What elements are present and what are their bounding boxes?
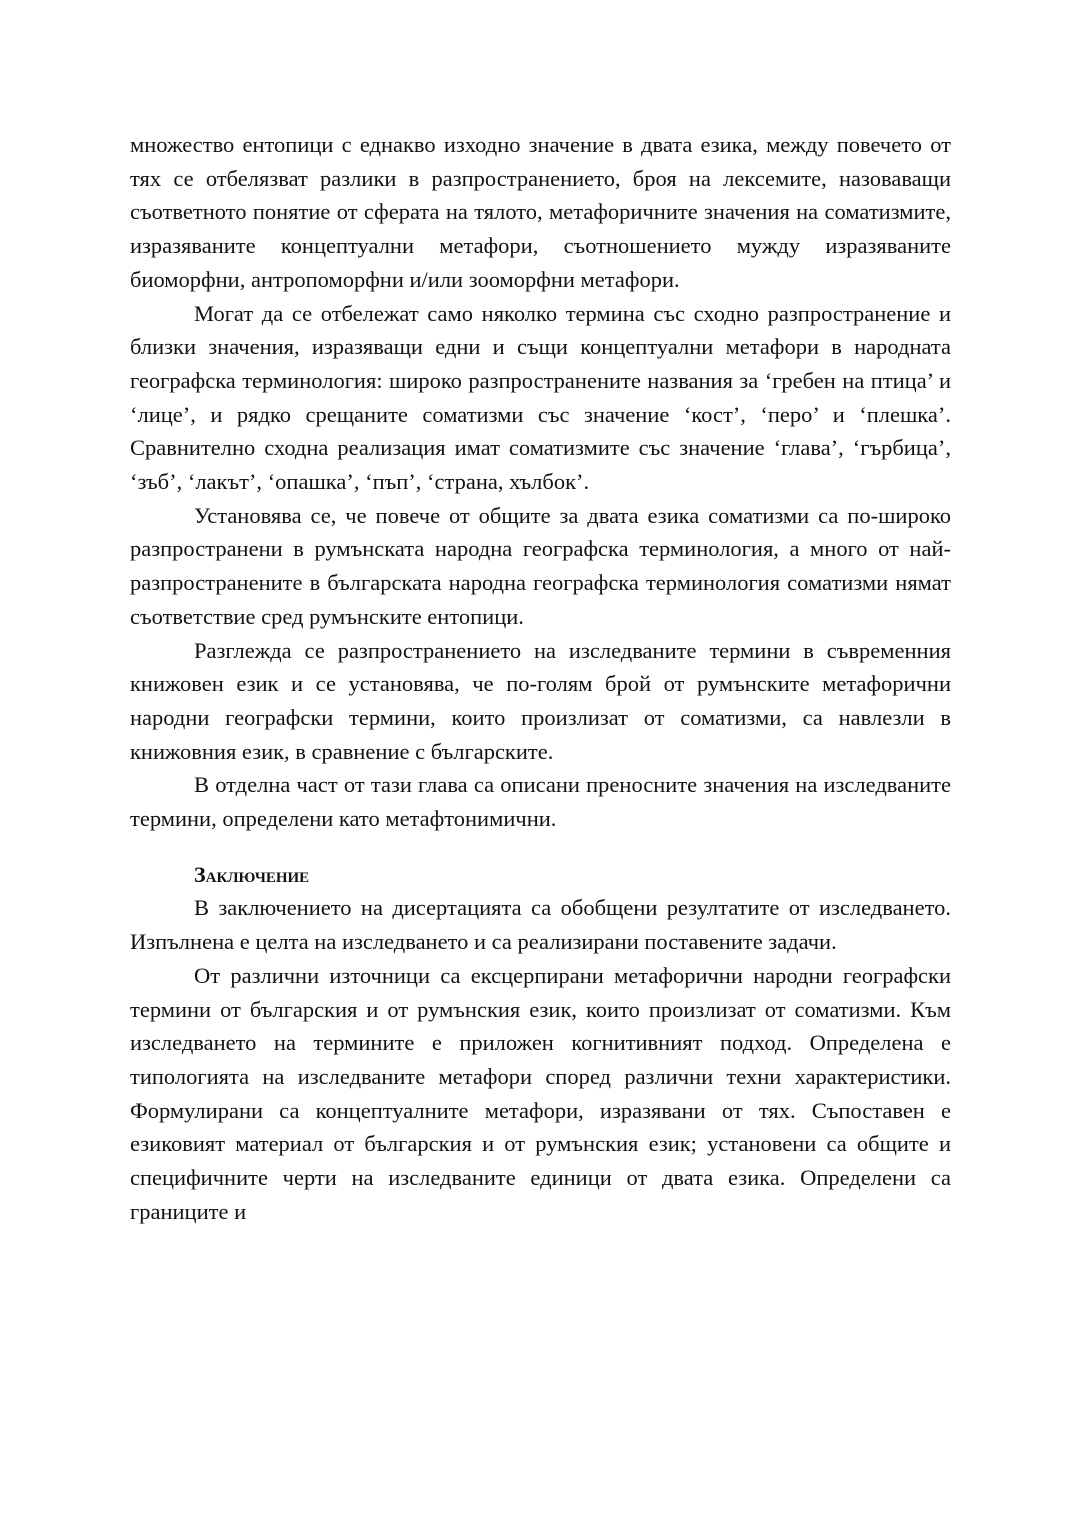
paragraph-metaphtonymy: В отделна част от тази глава са описани преносните значения на изследваните термини, определени като метафтонимични. [130,772,951,832]
section-heading-conclusion: Заключение [194,861,310,887]
paragraph-continuation: множество ентопици с еднакво изходно значение в двата езика, между повечето от тях се отбелязват разлики в разпространението, броя на лексемите, назоваващи съответното понятие от сферата на тялото, метафоричните значения на соматизмите, изразяваните концептуални метафори, съотношението мужду изразяваните биоморфни, антропоморфни и/или зооморфни метафори. [130,132,951,292]
paragraph-similar-terms: Могат да се отбележат само няколко термина със сходно разпространение и близки значения, изразяващи едни и същи концептуални метафори в народната географска терминология: широко разпространените названия за ‘гребен на птица’ и ‘лице’, и рядко срещаните соматизми със значение ‘кост’, ‘перо’ и ‘плешка’. Сравнително сходна реализация имат соматизмите със значение ‘глава’, ‘гърбица’, ‘зъб’, ‘лакът’, ‘опашка’, ‘пъп’, ‘страна, хълбок’. [130,300,951,495]
paragraph-distribution: Установява се, че повече от общите за двата езика соматизми са по-широко разпространени в румънската народна географска терминология, а много от най-разпространените в българската народна географска терминология соматизми нямат съответствие сред румънските ентопици. [130,502,951,629]
paragraph-conclusion-method: От различни източници са ексцерпирани метафорични народни географски термини от българския и от румънския език, които произлизат от соматизми. Към изследването на термините е приложен когнитивният подход. Определена е типологията на изследваните метафори според различни техни характеристики. Формулирани са концептуалните метафори, изразявани от тях. Съпоставен е езиковият материал от българския и от румънския език; установени са общите и специфичните черти на изследваните единици от двата езика. Определени са границите и [130,962,951,1224]
paragraph-literary-language: Разглежда се разпространението на изследваните термини в съвременния книжовен език и се установява, че по-голям брой от румънските метафорични народни географски термини, които произлизат от соматизми, са навлезли в книжовния език, в сравнение с българските. [130,637,951,764]
document-page [130,128,951,1229]
paragraph-conclusion-summary: В заключението на дисертацията са обобщени резултатите от изследването. Изпълнена е целта на изследването и са реализирани поставените задачи. [130,895,951,955]
